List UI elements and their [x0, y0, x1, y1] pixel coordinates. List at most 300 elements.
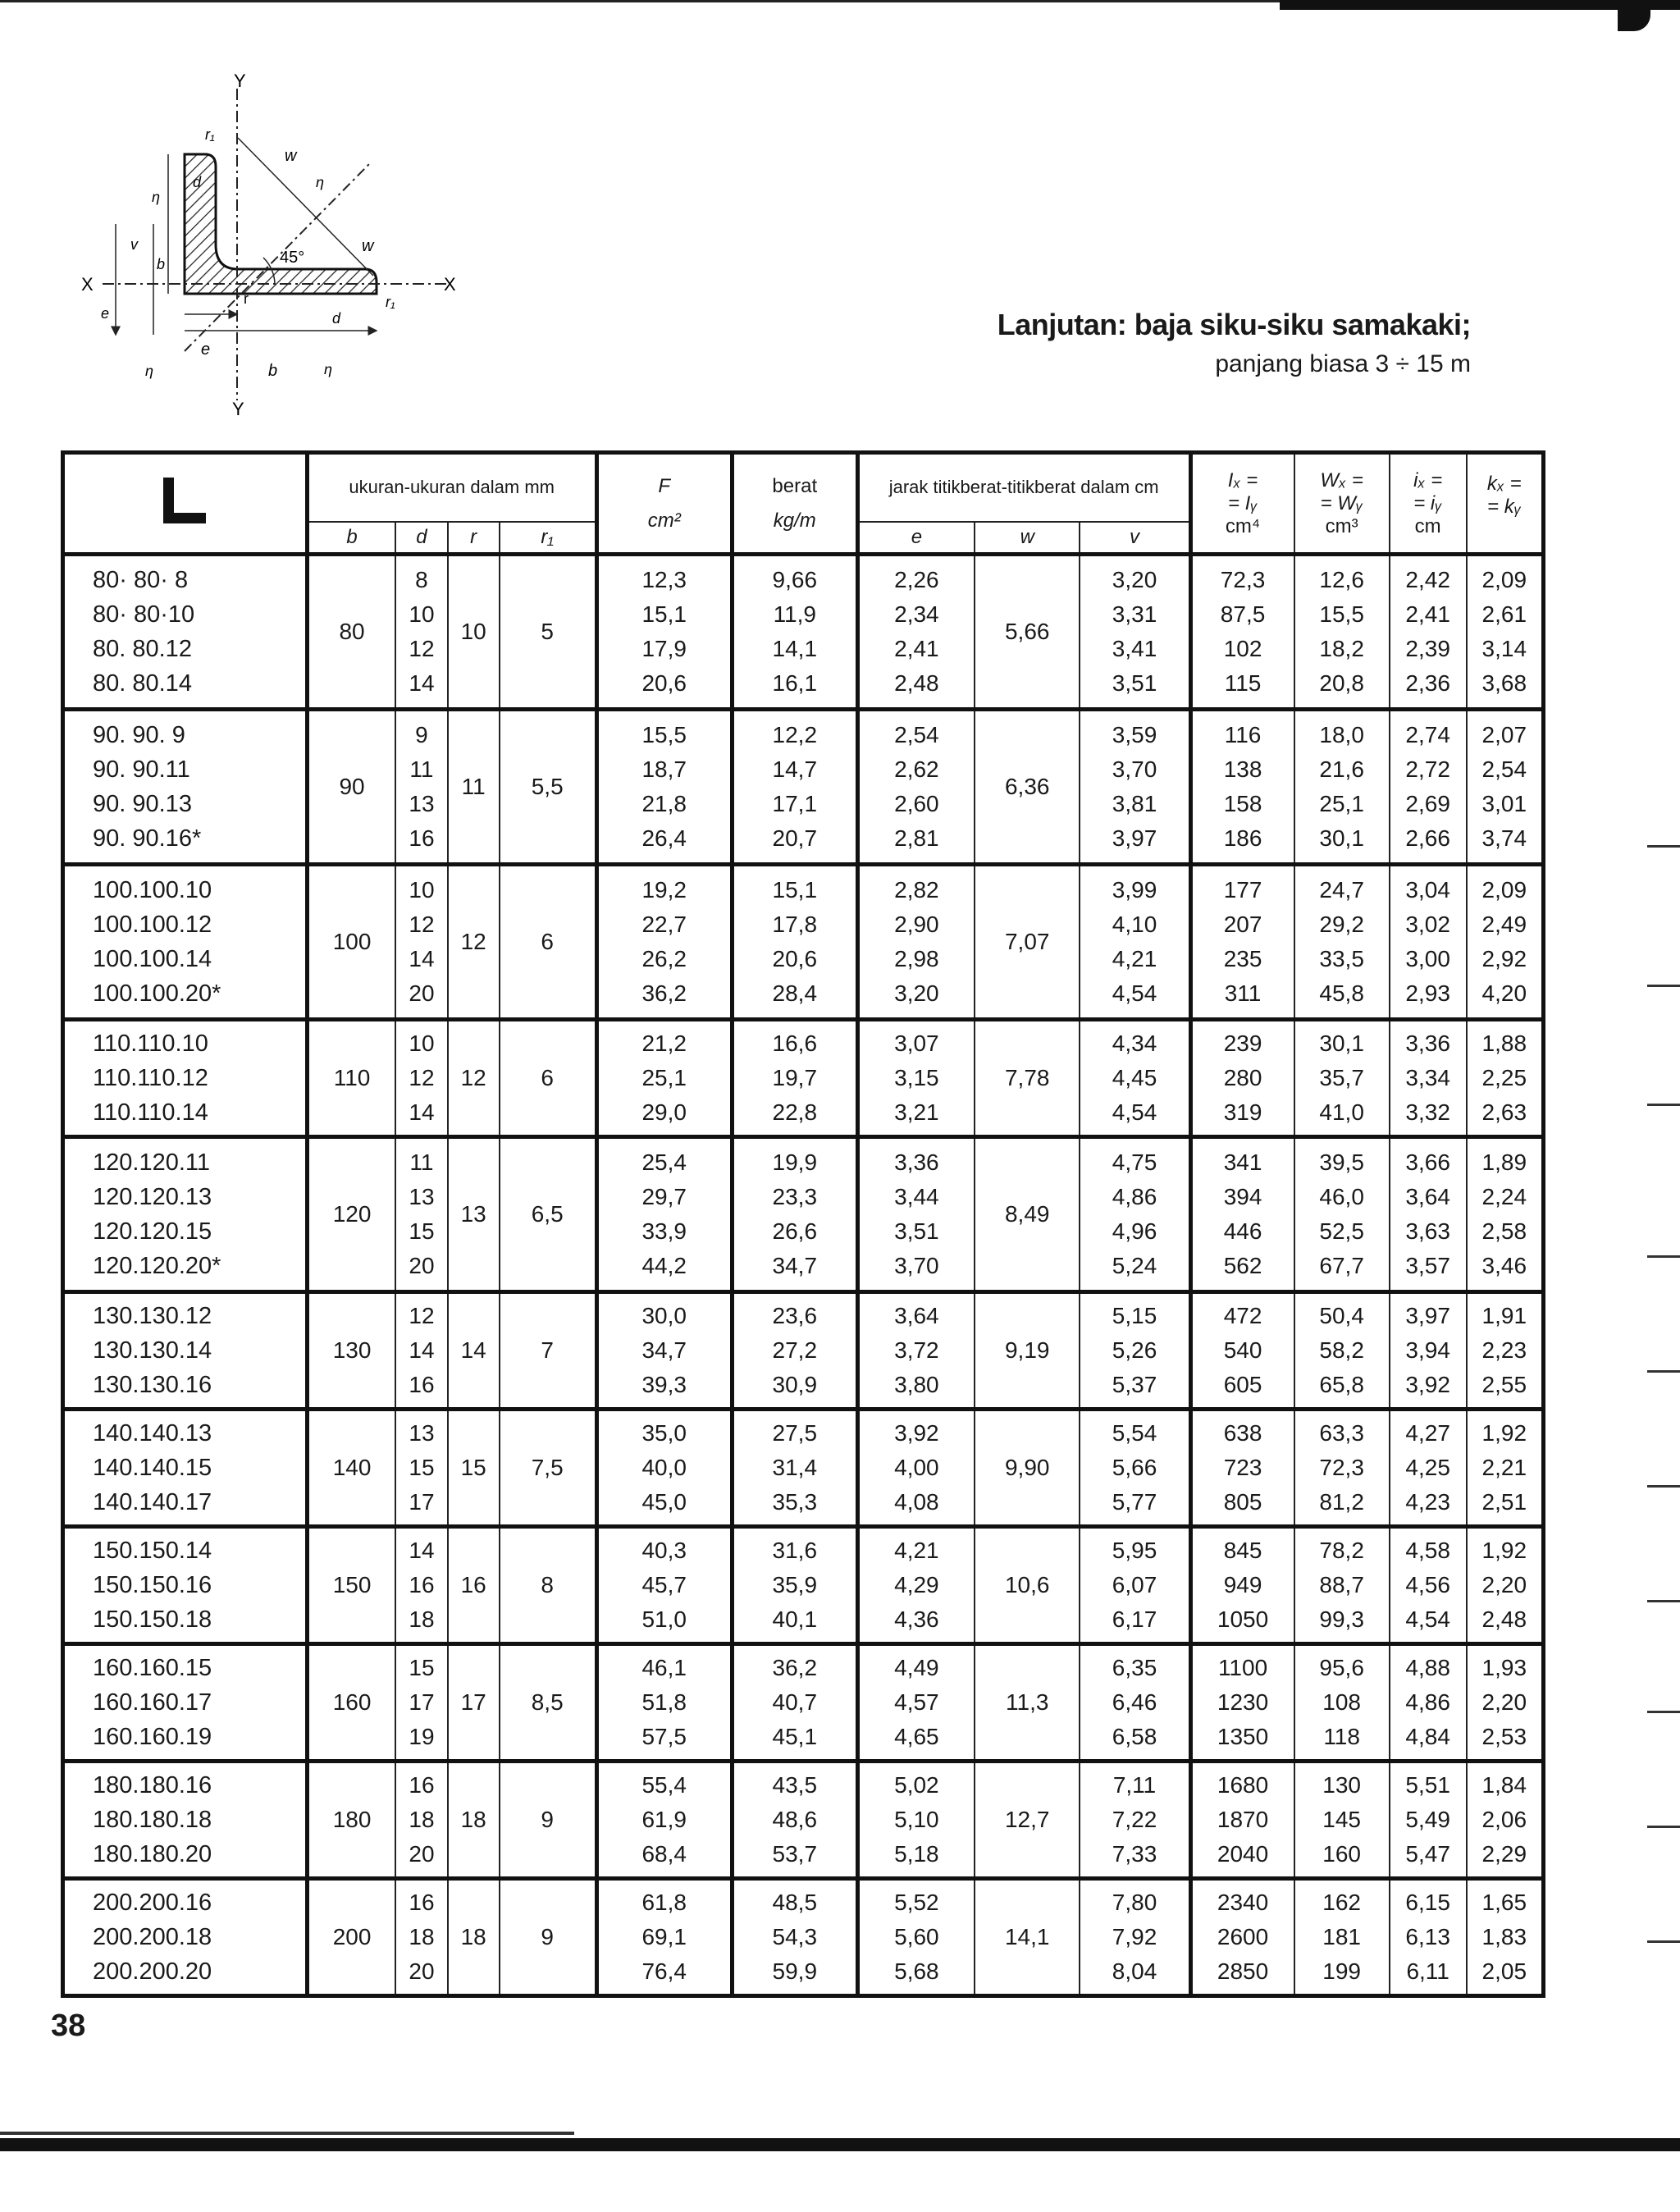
profile-designation-value: 180.180.18 [93, 1806, 212, 1833]
cell-k [1467, 1526, 1544, 1643]
cell-v-value: 4,96 [1112, 1218, 1157, 1244]
svg-text:X: X [444, 274, 456, 295]
cell-d-value: 20 [409, 1252, 435, 1278]
profile-designation-value: 160.160.15 [93, 1654, 212, 1681]
cell-d-value: 9 [415, 721, 428, 747]
svg-text:r₁: r₁ [386, 294, 395, 310]
cell-berat-value: 28,4 [772, 980, 818, 1006]
cell-e-value: 2,48 [894, 670, 939, 696]
cell-W-value: 58,2 [1319, 1337, 1364, 1363]
profile-icon-cell [63, 453, 308, 555]
cell-d-value: 20 [409, 1840, 435, 1867]
cell-I [1190, 1761, 1294, 1878]
cell-d-value: 12 [409, 1064, 435, 1090]
cell-e-value: 2,41 [894, 635, 939, 661]
angle-profile-icon [163, 478, 206, 523]
cell-F [596, 1291, 732, 1409]
cell-berat-value: 34,7 [772, 1252, 818, 1278]
cell-k-value: 2,21 [1481, 1454, 1527, 1480]
cell-k-value: 3,74 [1481, 825, 1527, 851]
steel-angle-table-wrapper [61, 450, 1545, 1998]
cell-e-value: 3,15 [894, 1064, 939, 1090]
cell-I-value: 207 [1223, 911, 1262, 937]
header-e: e [857, 522, 975, 555]
table-row-group [63, 1019, 1544, 1136]
svg-text:r₁: r₁ [205, 126, 215, 143]
cell-F-value: 76,4 [641, 1958, 687, 1984]
svg-text:Y: Y [234, 72, 246, 91]
cell-e-value: 5,18 [894, 1840, 939, 1867]
cell-F-value: 69,1 [641, 1923, 687, 1949]
cell-berat-value: 23,3 [772, 1183, 818, 1209]
cell-b: 80 [307, 555, 395, 710]
cell-berat-value: 14,7 [772, 756, 818, 782]
cell-F-value: 57,5 [641, 1723, 687, 1749]
cell-e-value: 4,49 [894, 1654, 939, 1680]
cell-e [857, 1643, 975, 1761]
cell-berat-value: 43,5 [772, 1771, 818, 1798]
cell-F-value: 15,1 [641, 601, 687, 627]
svg-text:w: w [362, 237, 374, 255]
cell-e-value: 4,29 [894, 1571, 939, 1597]
cell-r: 13 [448, 1136, 500, 1291]
cell-I-value: 1100 [1217, 1654, 1268, 1680]
header-w: w [975, 522, 1080, 555]
cell-F-value: 35,0 [641, 1419, 687, 1446]
cell-I-value: 341 [1223, 1149, 1262, 1175]
cell-d-value: 10 [409, 876, 435, 903]
profile-designation [63, 1291, 308, 1409]
cell-i-value: 3,66 [1405, 1149, 1450, 1175]
cell-berat-value: 17,1 [772, 790, 818, 816]
cell-F-value: 26,4 [641, 825, 687, 851]
cell-e-value: 4,08 [894, 1488, 939, 1515]
cell-i-value: 2,93 [1405, 980, 1450, 1006]
cell-e-value: 2,82 [894, 876, 939, 903]
cell-w: 10,6 [975, 1526, 1080, 1643]
cell-d [395, 709, 447, 864]
header-r1: r₁ [500, 522, 596, 555]
cell-W-value: 41,0 [1319, 1099, 1364, 1125]
cell-k-value: 1,92 [1481, 1537, 1527, 1563]
cell-k-value: 2,58 [1481, 1218, 1527, 1244]
cell-berat-value: 31,4 [772, 1454, 818, 1480]
cell-d-value: 15 [409, 1454, 435, 1480]
cell-W-value: 50,4 [1319, 1302, 1364, 1328]
cell-F [596, 1409, 732, 1526]
cell-d-value: 13 [409, 790, 435, 816]
cell-W-value: 130 [1322, 1771, 1361, 1798]
cell-i-value: 3,04 [1405, 876, 1450, 903]
table-row-group [63, 1878, 1544, 1995]
cell-berat [732, 1878, 857, 1995]
cell-I [1190, 1409, 1294, 1526]
profile-designation-value: 130.130.12 [93, 1302, 212, 1329]
heading-subtitle: panjang biasa 3 ÷ 15 m [1215, 350, 1471, 377]
cell-i [1390, 864, 1467, 1019]
profile-designation-value: 90. 90.13 [93, 790, 192, 817]
cell-F-value: 21,2 [641, 1030, 687, 1056]
cell-berat-value: 35,9 [772, 1571, 818, 1597]
cell-k-value: 2,61 [1481, 601, 1527, 627]
cell-v [1080, 555, 1190, 710]
cell-v-value: 4,45 [1112, 1064, 1157, 1090]
cell-k-value: 2,06 [1481, 1806, 1527, 1832]
svg-text:e: e [101, 305, 110, 322]
cell-berat-value: 19,7 [772, 1064, 818, 1090]
cell-I [1190, 555, 1294, 710]
cell-W-value: 25,1 [1319, 790, 1364, 816]
cell-F-value: 61,9 [641, 1806, 687, 1832]
cell-r1: 6,5 [500, 1136, 596, 1291]
cell-W-value: 160 [1322, 1840, 1361, 1867]
header-berat: berat kg/m [732, 453, 857, 555]
svg-text:X: X [81, 274, 94, 295]
table-row-group [63, 1526, 1544, 1643]
margin-mark [1647, 1826, 1680, 1828]
cell-W-value: 30,1 [1319, 1030, 1364, 1056]
profile-designation [63, 1526, 308, 1643]
cell-W [1294, 1526, 1390, 1643]
cell-I-value: 845 [1223, 1537, 1262, 1563]
cell-k-value: 2,23 [1481, 1337, 1527, 1363]
cell-F-value: 34,7 [641, 1337, 687, 1363]
cell-k-value: 2,05 [1481, 1958, 1527, 1984]
cell-W-value: 20,8 [1319, 670, 1364, 696]
cell-v-value: 6,17 [1112, 1606, 1157, 1632]
cell-F [596, 864, 732, 1019]
cell-I-value: 102 [1223, 635, 1262, 661]
profile-designation-value: 140.140.15 [93, 1454, 212, 1481]
cell-W-value: 99,3 [1319, 1606, 1364, 1632]
cell-W [1294, 1878, 1390, 1995]
svg-text:d: d [332, 310, 341, 327]
cell-W-value: 72,3 [1319, 1454, 1364, 1480]
cell-I [1190, 1291, 1294, 1409]
cell-I-value: 239 [1223, 1030, 1262, 1056]
cell-i-value: 2,72 [1405, 756, 1450, 782]
cell-W-value: 29,2 [1319, 911, 1364, 937]
profile-designation-value: 80. 80.14 [93, 670, 192, 697]
cell-i-value: 4,56 [1405, 1571, 1450, 1597]
cell-v-value: 5,24 [1112, 1252, 1157, 1278]
profile-designation-value: 90. 90.11 [93, 756, 190, 783]
cell-k-value: 1,65 [1481, 1889, 1527, 1915]
cell-d-value: 12 [409, 911, 435, 937]
profile-designation [63, 1761, 308, 1878]
cell-berat [732, 1291, 857, 1409]
cell-e-value: 3,21 [894, 1099, 939, 1125]
margin-mark [1647, 985, 1680, 987]
cell-berat-value: 16,6 [772, 1030, 818, 1056]
cell-berat-value: 12,2 [772, 721, 818, 747]
heading-title: Lanjutan: baja siku-siku samakaki; [997, 308, 1471, 341]
profile-designation-value: 80· 80· 8 [93, 566, 189, 593]
cell-i [1390, 1878, 1467, 1995]
cell-i-value: 6,15 [1405, 1889, 1450, 1915]
cell-I [1190, 1643, 1294, 1761]
profile-designation-value: 150.150.18 [93, 1606, 212, 1633]
cell-F-value: 18,7 [641, 756, 687, 782]
cell-d-value: 16 [409, 825, 435, 851]
cell-e-value: 4,21 [894, 1537, 939, 1563]
cell-i-value: 2,39 [1405, 635, 1450, 661]
cell-r: 12 [448, 1019, 500, 1136]
cell-v-value: 7,11 [1112, 1771, 1157, 1798]
cell-k-value: 2,51 [1481, 1488, 1527, 1515]
cell-W-value: 35,7 [1319, 1064, 1364, 1090]
header-dimensions-group: ukuran-ukuran dalam mm [307, 453, 596, 522]
cell-k-value: 2,20 [1481, 1689, 1527, 1715]
cell-I-value: 394 [1223, 1183, 1262, 1209]
cell-I-value: 158 [1223, 790, 1262, 816]
cell-i-value: 5,51 [1405, 1771, 1450, 1798]
cell-d-value: 10 [409, 601, 435, 627]
cell-berat-value: 30,9 [772, 1371, 818, 1397]
cell-e [857, 1136, 975, 1291]
cell-v-value: 7,80 [1112, 1889, 1157, 1915]
cell-W [1294, 1136, 1390, 1291]
svg-text:45°: 45° [280, 249, 305, 267]
cell-W [1294, 709, 1390, 864]
cell-e-value: 2,60 [894, 790, 939, 816]
header-Ix: Iₓ = = Iᵧ cm⁴ [1190, 453, 1294, 555]
cell-F-value: 29,7 [641, 1183, 687, 1209]
cell-i-value: 4,84 [1405, 1723, 1450, 1749]
cell-r1: 6 [500, 864, 596, 1019]
cell-r1: 8 [500, 1526, 596, 1643]
profile-designation [63, 709, 308, 864]
cell-d-value: 13 [409, 1419, 435, 1446]
cell-v-value: 3,99 [1112, 876, 1157, 903]
profile-designation [63, 1136, 308, 1291]
cell-k-value: 2,09 [1481, 876, 1527, 903]
cell-e-value: 5,02 [894, 1771, 939, 1798]
cell-d-value: 18 [409, 1923, 435, 1949]
cell-v-value: 5,95 [1112, 1537, 1157, 1563]
cell-F-value: 12,3 [641, 566, 687, 592]
cell-W [1294, 1643, 1390, 1761]
cell-e-value: 3,07 [894, 1030, 939, 1056]
cell-i-value: 3,36 [1405, 1030, 1450, 1056]
cell-e-value: 5,60 [894, 1923, 939, 1949]
cell-r: 16 [448, 1526, 500, 1643]
cell-berat [732, 1409, 857, 1526]
cell-W-value: 95,6 [1319, 1654, 1364, 1680]
cell-v-value: 7,92 [1112, 1923, 1157, 1949]
cell-k-value: 1,84 [1481, 1771, 1527, 1798]
cell-r: 18 [448, 1878, 500, 1995]
svg-text:b: b [157, 256, 166, 272]
angle-profile-shape [185, 154, 377, 294]
svg-text:η: η [316, 174, 324, 190]
cell-v-value: 8,04 [1112, 1958, 1157, 1984]
cell-v-value: 3,70 [1112, 756, 1157, 782]
cell-w: 8,49 [975, 1136, 1080, 1291]
cell-I [1190, 864, 1294, 1019]
cell-v [1080, 709, 1190, 864]
cell-k [1467, 709, 1544, 864]
header-Wx: Wₓ = = Wᵧ cm³ [1294, 453, 1390, 555]
cell-b: 110 [307, 1019, 395, 1136]
cell-d [395, 1019, 447, 1136]
cell-i-value: 4,23 [1405, 1488, 1450, 1515]
profile-designation [63, 555, 308, 710]
cell-v [1080, 1526, 1190, 1643]
cell-I-value: 2040 [1217, 1840, 1269, 1867]
cell-b: 180 [307, 1761, 395, 1878]
cell-F [596, 1878, 732, 1995]
cell-berat-value: 15,1 [772, 876, 818, 903]
cell-e [857, 1761, 975, 1878]
cell-I-value: 177 [1223, 876, 1262, 903]
cell-v-value: 4,21 [1112, 945, 1157, 971]
svg-text:η: η [145, 363, 153, 379]
cell-e [857, 555, 975, 710]
table-row-group [63, 1761, 1544, 1878]
angle-section-diagram [70, 72, 504, 417]
cell-e-value: 3,92 [894, 1419, 939, 1446]
cell-v-value: 4,34 [1112, 1030, 1157, 1056]
cell-I [1190, 709, 1294, 864]
page-number: 38 [51, 2009, 86, 2043]
profile-designation-value: 180.180.20 [93, 1840, 212, 1867]
cell-F-value: 29,0 [641, 1099, 687, 1125]
bottom-border [0, 2138, 1680, 2151]
cell-W [1294, 864, 1390, 1019]
cell-I-value: 115 [1224, 670, 1262, 696]
cell-v [1080, 1291, 1190, 1409]
cell-i-value: 3,94 [1405, 1337, 1450, 1363]
cell-d-value: 17 [409, 1689, 435, 1715]
cell-w: 9,90 [975, 1409, 1080, 1526]
cell-I-value: 319 [1223, 1099, 1262, 1125]
cell-W [1294, 1019, 1390, 1136]
cell-i [1390, 1761, 1467, 1878]
profile-designation [63, 1643, 308, 1761]
cell-w: 14,1 [975, 1878, 1080, 1995]
margin-mark [1647, 1104, 1680, 1106]
svg-text:b: b [268, 362, 278, 380]
cell-I-value: 2340 [1217, 1889, 1269, 1915]
cell-r1: 9 [500, 1878, 596, 1995]
cell-I [1190, 1019, 1294, 1136]
cell-I-value: 638 [1223, 1419, 1262, 1446]
cell-I-value: 2600 [1217, 1923, 1269, 1949]
profile-designation-value: 200.200.16 [93, 1889, 212, 1916]
cell-v [1080, 1643, 1190, 1761]
cell-r: 15 [448, 1409, 500, 1526]
cell-d-value: 15 [409, 1654, 435, 1680]
cell-k [1467, 1019, 1544, 1136]
cell-v-value: 6,58 [1112, 1723, 1157, 1749]
cell-v-value: 4,10 [1112, 911, 1157, 937]
cell-F-value: 36,2 [641, 980, 687, 1006]
cell-I-value: 540 [1223, 1337, 1262, 1363]
cell-i-value: 4,54 [1405, 1606, 1450, 1632]
cell-i-value: 5,49 [1405, 1806, 1450, 1832]
svg-text:η: η [152, 189, 160, 205]
cell-e-value: 2,34 [894, 601, 939, 627]
cell-k-value: 3,14 [1481, 635, 1527, 661]
cell-d [395, 1526, 447, 1643]
cell-d-value: 19 [409, 1723, 435, 1749]
profile-designation-value: 120.120.11 [93, 1149, 210, 1176]
cell-d-value: 17 [409, 1488, 435, 1515]
cell-I-value: 1230 [1217, 1689, 1269, 1715]
cell-W-value: 199 [1322, 1958, 1361, 1984]
cell-v-value: 3,51 [1112, 670, 1157, 696]
cell-F-value: 19,2 [641, 876, 687, 903]
cell-I-value: 186 [1223, 825, 1262, 851]
cell-i-value: 4,27 [1405, 1419, 1450, 1446]
cell-k-value: 2,53 [1481, 1723, 1527, 1749]
cell-k-value: 2,63 [1481, 1099, 1527, 1125]
cell-berat-value: 27,2 [772, 1337, 818, 1363]
header-v: v [1080, 522, 1190, 555]
margin-mark [1647, 1485, 1680, 1488]
cell-I [1190, 1136, 1294, 1291]
cell-I-value: 723 [1223, 1454, 1262, 1480]
cell-W-value: 18,0 [1319, 721, 1364, 747]
cell-v-value: 6,07 [1112, 1571, 1157, 1597]
cell-k-value: 2,07 [1481, 721, 1527, 747]
cell-k [1467, 1291, 1544, 1409]
cell-F [596, 709, 732, 864]
cell-i [1390, 555, 1467, 710]
table-row-group [63, 555, 1544, 710]
cell-d-value: 10 [409, 1030, 435, 1056]
cell-i-value: 6,11 [1406, 1958, 1449, 1984]
cell-i-value: 4,25 [1405, 1454, 1450, 1480]
cell-I-value: 446 [1223, 1218, 1262, 1244]
cell-k-value: 1,92 [1481, 1419, 1527, 1446]
cell-berat-value: 48,5 [772, 1889, 818, 1915]
cell-b: 160 [307, 1643, 395, 1761]
cell-b: 90 [307, 709, 395, 864]
profile-designation-value: 90. 90.16* [93, 825, 202, 852]
cell-F [596, 1019, 732, 1136]
cell-d-value: 12 [409, 1302, 435, 1328]
cell-W-value: 30,1 [1319, 825, 1364, 851]
cell-berat-value: 16,1 [772, 670, 818, 696]
cell-i-value: 2,42 [1405, 566, 1450, 592]
cell-k-value: 3,68 [1481, 670, 1527, 696]
cell-v-value: 4,86 [1112, 1183, 1157, 1209]
cell-d-value: 8 [415, 566, 428, 592]
cell-d-value: 11 [409, 756, 434, 782]
cell-W-value: 78,2 [1319, 1537, 1364, 1563]
cell-I-value: 87,5 [1220, 601, 1266, 627]
cell-W [1294, 1291, 1390, 1409]
cell-d-value: 18 [409, 1606, 435, 1632]
cell-w: 6,36 [975, 709, 1080, 864]
cell-i [1390, 1291, 1467, 1409]
cell-e-value: 5,10 [894, 1806, 939, 1832]
cell-k [1467, 1136, 1544, 1291]
cell-v [1080, 1409, 1190, 1526]
cell-i-value: 5,47 [1405, 1840, 1450, 1867]
cell-F-value: 20,6 [641, 670, 687, 696]
cell-e-value: 2,26 [894, 566, 939, 592]
cell-b: 150 [307, 1526, 395, 1643]
cell-r: 10 [448, 555, 500, 710]
cell-b: 120 [307, 1136, 395, 1291]
cell-berat-value: 20,7 [772, 825, 818, 851]
profile-designation-value: 110.110.12 [93, 1064, 208, 1091]
cell-i-value: 3,02 [1405, 911, 1450, 937]
cell-I-value: 1050 [1217, 1606, 1269, 1632]
